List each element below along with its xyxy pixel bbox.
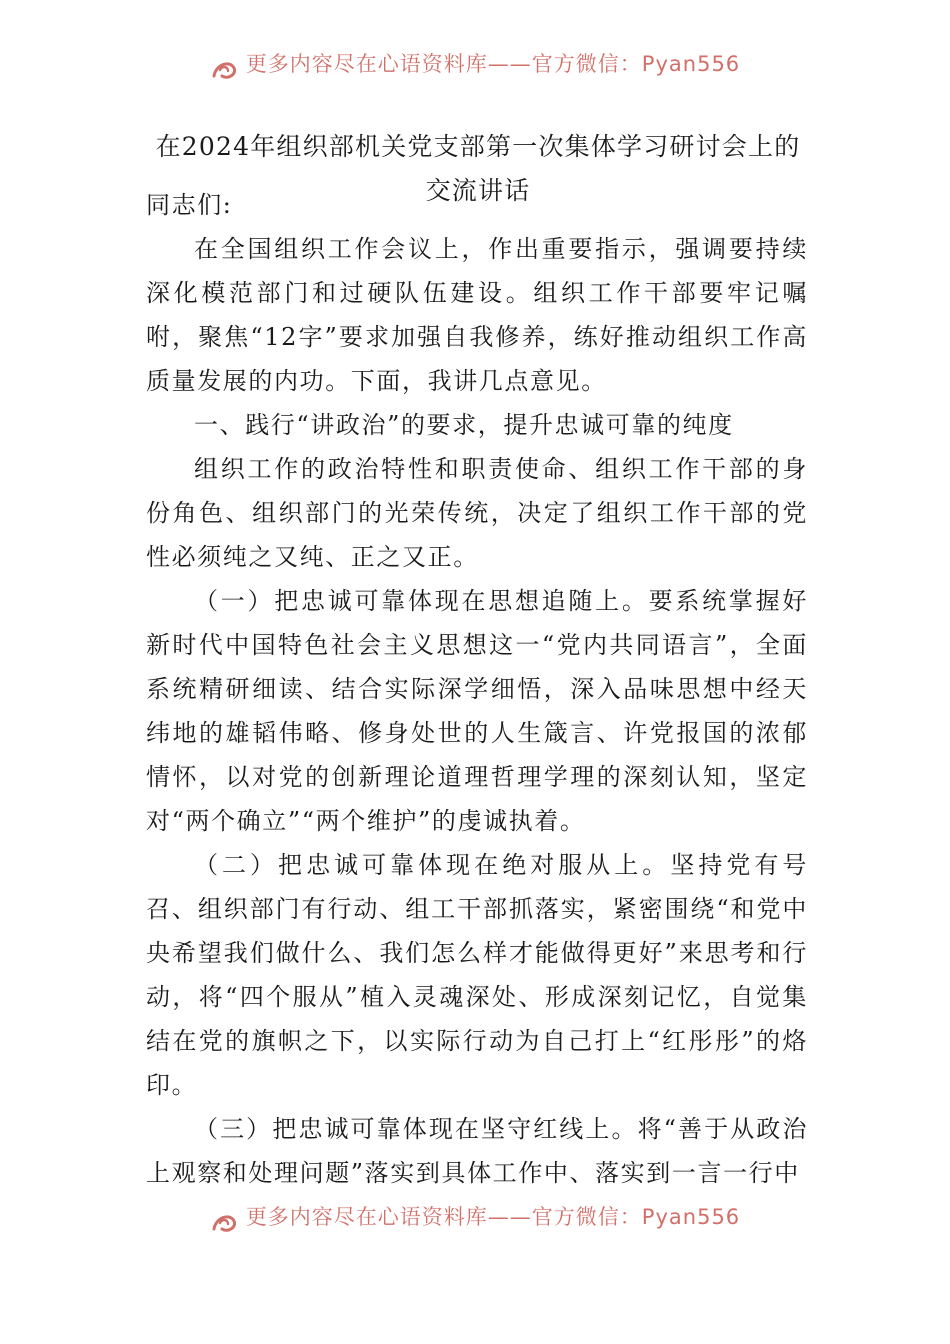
salutation: 同志们: <box>146 191 233 219</box>
footer-watermark <box>0 1205 950 1241</box>
swirl-logo-icon <box>210 1209 240 1237</box>
watermark-text: 更多内容尽在心语资料库——官方微信：Pyan556 <box>245 52 741 76</box>
document-body <box>146 183 808 1195</box>
paragraph: 组织工作的政治特性和职责使命、组织工作干部的身份角色、组织部门的光荣传统，决定了组织工作干部的党性必须纯之又纯、正之又正。 <box>146 455 808 571</box>
paragraph-point-1: （一）把忠诚可靠体现在思想追随上。要系统掌握好新时代中国特色社会主义思想这一“党内共同语言”，全面系统精研细读、结合实际深学细悟，深入品味思想中经天纬地的雄韬伟略、修身处世的人生箴言、许党报国的浓郁情怀，以对党的创新理论道理哲理学理的深刻认知，坚定对“两个确立”“两个维护”的虔诚执着。 <box>146 587 808 835</box>
header-watermark <box>0 52 950 88</box>
paragraph-intro: 在全国组织工作会议上，作出重要指示，强调要持续深化模范部门和过硬队伍建设。组织工作干部要牢记嘱咐，聚焦“12字”要求加强自我修养，练好推动组织工作高质量发展的内功。下面，我讲几点意见。 <box>146 235 808 395</box>
paragraph-point-3: （三）把忠诚可靠体现在坚守红线上。将“善于从政治上观察和处理问题”落实到具体工作中、落实到一言一行中 <box>146 1115 808 1187</box>
swirl-logo-icon <box>210 56 240 84</box>
document-title: 在2024年组织部机关党支部第一次集体学习研讨会上的交流讲话 <box>155 132 801 205</box>
watermark-text: 更多内容尽在心语资料库——官方微信：Pyan556 <box>245 1205 741 1229</box>
paragraph-point-2: （二）把忠诚可靠体现在绝对服从上。坚持党有号召、组织部门有行动、组工干部抓落实，紧密围绕“和党中央希望我们做什么、我们怎么样才能做得更好”来思考和行动，将“四个服从”植入灵魂深处、形成深刻记忆，自觉集结在党的旗帜之下，以实际行动为自己打上“红彤彤”的烙印。 <box>146 851 808 1099</box>
section-heading-1: 一、践行“讲政治”的要求，提升忠诚可靠的纯度 <box>194 411 734 439</box>
